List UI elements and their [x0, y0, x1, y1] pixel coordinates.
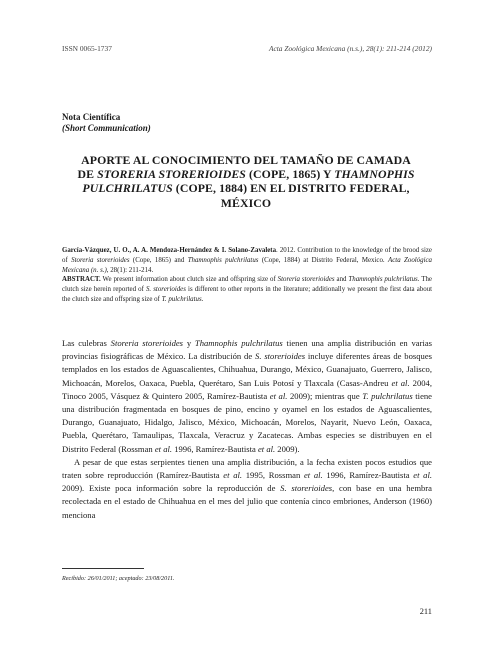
text: , con base en una hembra recolectada en el estado de Chihuahua en el mes del julio que contenía cinco embriones, Anderson (1960) menciona: [62, 483, 432, 520]
body-text: [62, 337, 432, 522]
title-species: THAMNOPHIS: [334, 167, 415, 182]
abstract-text: We present information about clutch size and offspring size of: [100, 276, 278, 284]
text: 1996, Ramírez-Bautista: [322, 470, 414, 481]
title-species: PULCHRILATUS: [82, 181, 173, 196]
abstract-text: is different to other reports in the literature; additionally we present the first data about the clutch size and offspring size of: [62, 286, 432, 303]
species-name: Storeria storerioides: [110, 338, 184, 348]
paragraph-2: [62, 456, 432, 522]
running-header: [62, 44, 432, 53]
text: 2009). Existe poca información sobre la reproducción de: [62, 483, 281, 494]
title-species: STORERIA STORERIOIDES: [97, 167, 246, 182]
paragraph-1: [62, 337, 432, 456]
text: Las culebras: [62, 338, 111, 348]
abstract-text: and: [334, 276, 349, 284]
article-title: [70, 153, 422, 210]
species-name: S. storerioides: [280, 483, 333, 494]
title-line-3: [70, 181, 422, 195]
text: tiene una distribución fragmentada en bosques de pino, encino y oyamel en los estados de Aguascalientes, Durango, Guanajuato, Hidalgo, Jalisco, México, Michoacán, Morelos, Nayarit, Nuevo León, Oaxaca, Puebla, Querétaro, Tamaulipas, Tlaxcala, Veracruz y Zacatecas. Ambas especies se distribuyen en el Distrito Federal (Rossman: [62, 390, 432, 454]
abstract-text: .: [201, 295, 204, 303]
text: 2009).: [275, 443, 300, 454]
et-al: et al.: [413, 470, 432, 481]
title-line-2: [70, 167, 422, 181]
title-line-1: APORTE AL CONOCIMIENTO DEL TAMAÑO DE CAMADA: [81, 153, 411, 167]
species-name: Thamnophis pulchrilatus: [187, 256, 259, 264]
title-line-4: MÉXICO: [220, 195, 272, 210]
citation: [62, 246, 432, 275]
citation-text: (Cope, 1865) and: [129, 256, 188, 264]
species-name: Storeria storerioides: [71, 256, 130, 264]
et-al: et al.: [303, 470, 323, 481]
note-type-label: Nota Científica: [62, 112, 121, 122]
et-al: et al.: [223, 470, 243, 481]
species-name: S. storerioides: [145, 286, 186, 294]
abstract-label: ABSTRACT.: [62, 276, 101, 284]
species-name: Thamnophis pulchrilatus: [194, 338, 283, 348]
citation-text: (Cope, 1884) at Distrito Federal, Mexico.: [258, 256, 389, 264]
species-name: Storeria storerioides: [277, 276, 335, 284]
title-text: DE: [77, 167, 98, 182]
et-al: et al.: [391, 377, 410, 388]
footnote-rule: [62, 568, 144, 569]
citation-text: . 2012. Contribution to the knowledge of the brood size of: [62, 247, 432, 264]
title-text: (COPE, 1865) Y: [245, 167, 335, 182]
citation-text: , 28(1): 211-214.: [106, 266, 154, 274]
abstract-text: . The clutch size herein reported of: [62, 276, 432, 294]
note-type: [62, 112, 151, 134]
text: 2009); mientras que: [287, 390, 363, 401]
received-footnote: Recibido: 26/01/2011; aceptado: 23/08/2011.: [62, 575, 175, 582]
text: 1996, Ramírez-Bautista: [172, 443, 258, 454]
et-al: et al.: [269, 390, 288, 401]
text: y: [183, 338, 195, 348]
journal-name: Acta Zoológica Mexicana (n. s.): [62, 256, 432, 274]
page-number: 211: [419, 607, 432, 616]
text: A pesar de que estas serpientes tienen una amplia distribución, a la fecha existen pocos estudios que traten sobre reproducción (Ramírez-Bautista: [62, 456, 432, 481]
text: 2004, Tinoco 2005, Vásquez & Quintero 2005, Ramírez-Bautista: [62, 377, 432, 401]
abstract: [62, 275, 432, 304]
species-name: T. pulchrilatus: [362, 390, 413, 401]
title-text: (COPE, 1884) EN EL DISTRITO FEDERAL,: [172, 181, 410, 196]
text: 1995, Rossman: [242, 470, 304, 481]
authors: García-Vázquez, U. O., A. A. Mendoza-Hernández & I. Solano-Zavaleta: [62, 247, 277, 254]
et-al: et al.: [257, 443, 276, 454]
species-name: S. storerioides: [255, 351, 306, 362]
text: incluye diferentes áreas de bosques templados en los estados de Aguascalientes, Chihuahua, Durango, México, Guanajuato, Guerrero, Jalisco, Michoacán, Morelos, Oaxaca, Puebla, Querétaro, San Luis Potosí y Tlaxcala (Casas-Andreu: [62, 351, 432, 388]
text: tienen una amplia distribución en varias provincias fisiográficas de México. La distribución de: [62, 338, 433, 362]
species-name: T. pulchrilatus: [161, 295, 202, 303]
journal-citation: Acta Zoológica Mexicana (n.s.), 28(1): 211-214 (2012): [268, 44, 432, 53]
note-type-sub: (Short Communication): [62, 123, 151, 133]
species-name: Thamnophis pulchrilatus: [348, 276, 418, 284]
et-al: et al.: [154, 443, 173, 454]
issn: ISSN 0065-1737: [62, 44, 112, 53]
abstract-block: [62, 246, 432, 305]
